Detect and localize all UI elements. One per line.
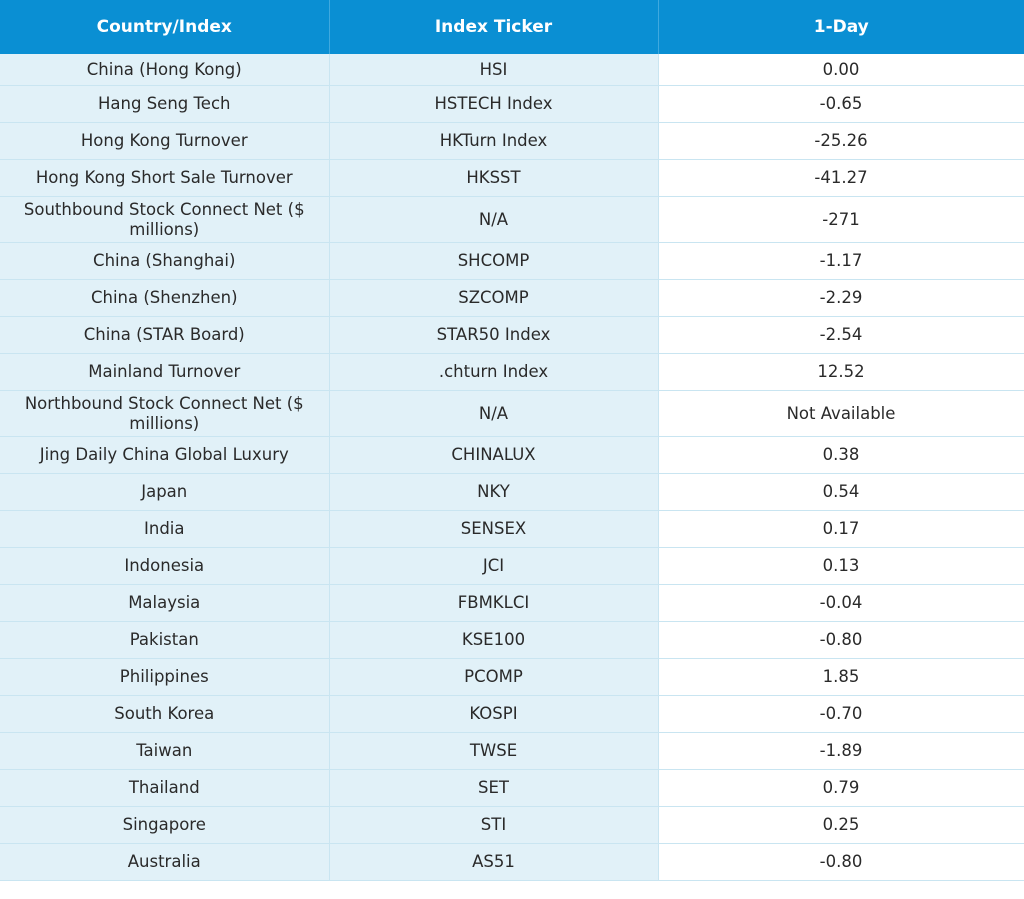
country-cell: Thailand [0, 770, 329, 807]
table-row [0, 511, 1024, 548]
ticker-cell: SENSEX [329, 511, 658, 548]
one-day-cell: -41.27 [658, 160, 1024, 197]
one-day-cell: 0.17 [658, 511, 1024, 548]
ticker-cell: FBMKLCI [329, 585, 658, 622]
one-day-cell: 0.38 [658, 437, 1024, 474]
table-row [0, 54, 1024, 86]
country-cell: Hong Kong Short Sale Turnover [0, 160, 329, 197]
table-row [0, 243, 1024, 280]
country-cell: India [0, 511, 329, 548]
ticker-cell: SET [329, 770, 658, 807]
ticker-cell: HSTECH Index [329, 86, 658, 123]
ticker-cell: STI [329, 807, 658, 844]
country-cell: Pakistan [0, 622, 329, 659]
one-day-cell: 12.52 [658, 354, 1024, 391]
ticker-cell: SHCOMP [329, 243, 658, 280]
ticker-cell: KSE100 [329, 622, 658, 659]
country-cell: Hang Seng Tech [0, 86, 329, 123]
country-cell: Hong Kong Turnover [0, 123, 329, 160]
one-day-cell: -1.89 [658, 733, 1024, 770]
table-row [0, 160, 1024, 197]
one-day-cell: 0.25 [658, 807, 1024, 844]
table-row [0, 197, 1024, 243]
header-1-day: 1-Day [658, 0, 1024, 54]
country-cell: China (Shanghai) [0, 243, 329, 280]
country-cell: Mainland Turnover [0, 354, 329, 391]
country-cell: Jing Daily China Global Luxury [0, 437, 329, 474]
ticker-cell: PCOMP [329, 659, 658, 696]
one-day-cell: -271 [658, 197, 1024, 243]
header-country-index: Country/Index [0, 0, 329, 54]
one-day-cell: -0.80 [658, 844, 1024, 881]
country-cell: Australia [0, 844, 329, 881]
country-cell: Northbound Stock Connect Net ($ millions) [0, 391, 329, 437]
one-day-cell: Not Available [658, 391, 1024, 437]
ticker-cell: N/A [329, 197, 658, 243]
table-row [0, 844, 1024, 881]
ticker-cell: HKTurn Index [329, 123, 658, 160]
table-row [0, 317, 1024, 354]
table-header [0, 0, 1024, 54]
country-cell: Indonesia [0, 548, 329, 585]
country-cell: South Korea [0, 696, 329, 733]
ticker-cell: CHINALUX [329, 437, 658, 474]
table-row [0, 391, 1024, 437]
country-cell: Singapore [0, 807, 329, 844]
table-row [0, 354, 1024, 391]
table-row [0, 437, 1024, 474]
table-row [0, 585, 1024, 622]
country-cell: China (STAR Board) [0, 317, 329, 354]
table-row [0, 123, 1024, 160]
ticker-cell: AS51 [329, 844, 658, 881]
table-row [0, 696, 1024, 733]
one-day-cell: -1.17 [658, 243, 1024, 280]
one-day-cell: 0.13 [658, 548, 1024, 585]
one-day-cell: -0.04 [658, 585, 1024, 622]
one-day-cell: -2.54 [658, 317, 1024, 354]
table-row [0, 659, 1024, 696]
ticker-cell: HKSST [329, 160, 658, 197]
one-day-cell: -2.29 [658, 280, 1024, 317]
one-day-cell: -0.65 [658, 86, 1024, 123]
table-row [0, 548, 1024, 585]
one-day-cell: -0.70 [658, 696, 1024, 733]
ticker-cell: NKY [329, 474, 658, 511]
table-row [0, 86, 1024, 123]
one-day-cell: -25.26 [658, 123, 1024, 160]
country-cell: Southbound Stock Connect Net ($ millions) [0, 197, 329, 243]
table-row [0, 474, 1024, 511]
ticker-cell: HSI [329, 54, 658, 86]
country-cell: Japan [0, 474, 329, 511]
table-body [0, 54, 1024, 881]
header-row [0, 0, 1024, 54]
country-cell: China (Shenzhen) [0, 280, 329, 317]
country-cell: China (Hong Kong) [0, 54, 329, 86]
country-cell: Taiwan [0, 733, 329, 770]
one-day-cell: 0.54 [658, 474, 1024, 511]
table-row [0, 622, 1024, 659]
table-row [0, 280, 1024, 317]
ticker-cell: STAR50 Index [329, 317, 658, 354]
one-day-cell: 0.79 [658, 770, 1024, 807]
ticker-cell: SZCOMP [329, 280, 658, 317]
one-day-cell: 0.00 [658, 54, 1024, 86]
table-row [0, 770, 1024, 807]
header-index-ticker: Index Ticker [329, 0, 658, 54]
country-cell: Philippines [0, 659, 329, 696]
table-row [0, 807, 1024, 844]
country-cell: Malaysia [0, 585, 329, 622]
one-day-cell: 1.85 [658, 659, 1024, 696]
ticker-cell: N/A [329, 391, 658, 437]
ticker-cell: JCI [329, 548, 658, 585]
ticker-cell: KOSPI [329, 696, 658, 733]
ticker-cell: TWSE [329, 733, 658, 770]
ticker-cell: .chturn Index [329, 354, 658, 391]
one-day-cell: -0.80 [658, 622, 1024, 659]
table-row [0, 733, 1024, 770]
